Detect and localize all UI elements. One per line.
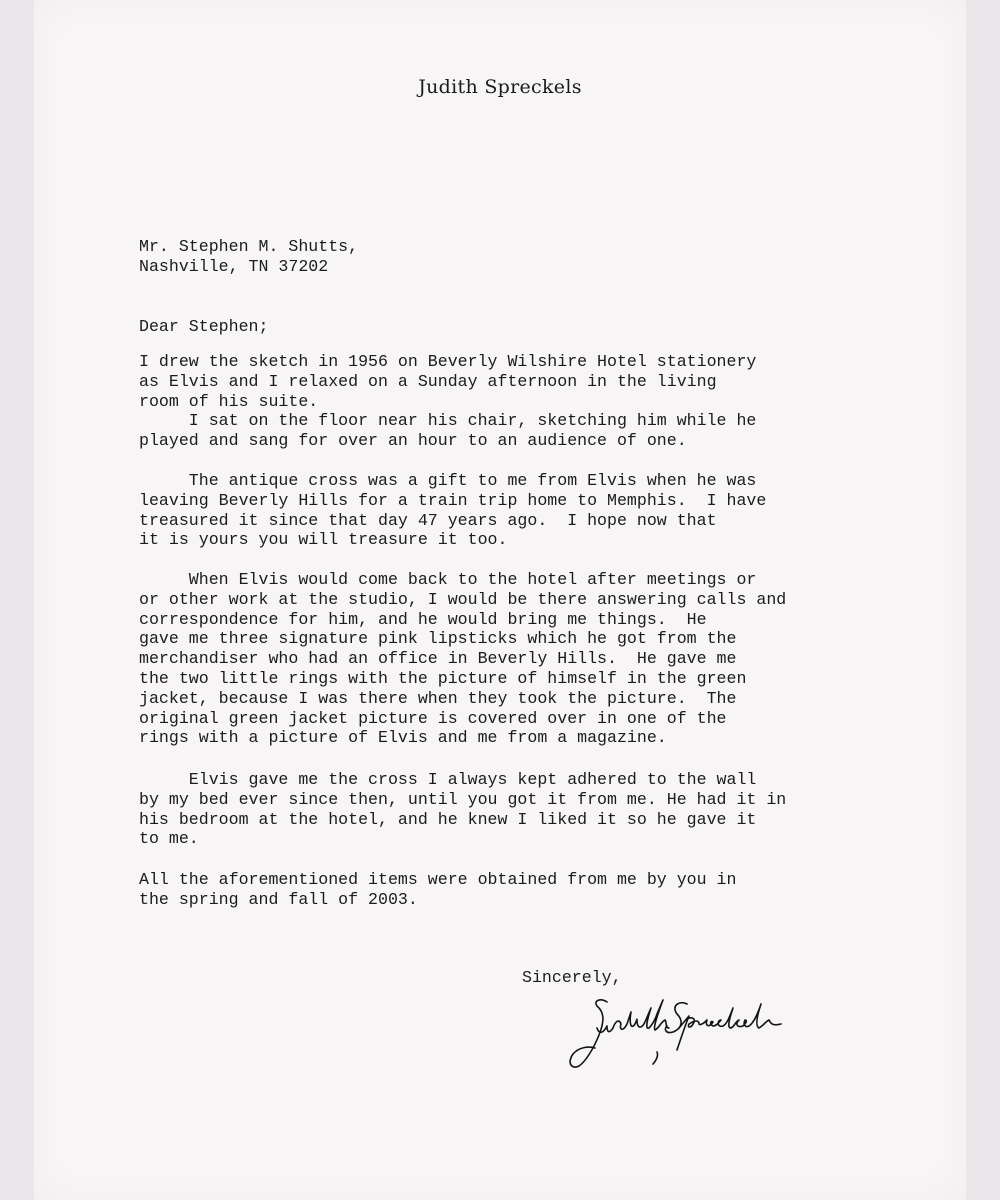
handwritten-signature	[549, 990, 839, 1080]
paragraph-4: Elvis gave me the cross I always kept adhered to the wall by my bed ever since then, until you got it from me. He had it in his bedroom at the hotel, and he knew I liked it so he gave it to me.	[139, 770, 787, 849]
address-line-2: Nashville, TN 37202	[139, 256, 329, 276]
letterhead: Judith Spreckels	[418, 76, 582, 98]
letter-page	[34, 0, 966, 1200]
closing: Sincerely,	[522, 968, 622, 987]
address-line-1: Mr. Stephen M. Shutts,	[139, 237, 359, 256]
paragraph-5: All the aforementioned items were obtained from me by you in the spring and fall of 2003.	[139, 870, 737, 909]
paragraph-2: The antique cross was a gift to me from Elvis when he was leaving Beverly Hills for a train trip home to Memphis. I have treasured it since that day 47 years ago. I hope now that it is yours you will treasure it too.	[139, 471, 767, 550]
paragraph-1: I drew the sketch in 1956 on Beverly Wilshire Hotel stationery as Elvis and I relaxed on a Sunday afternoon in the living room of his suite. I sat on the floor near his chair, sketching him while he played and sang for over an hour to an audience of one.	[139, 352, 757, 451]
salutation: Dear Stephen;	[139, 317, 269, 336]
recipient-address	[139, 237, 358, 277]
paragraph-3: When Elvis would come back to the hotel after meetings or or other work at the studio, I would be there answering calls and correspondence for him, and he would bring me things. He gave me three signature pink lipsticks which he got from the merchandiser who had an office in Beverly Hills. He gave me the two little rings with the picture of himself in the green jacket, because I was there when they took the picture. The original green jacket picture is covered over in one of the rings with a picture of Elvis and me from a magazine.	[139, 570, 787, 748]
